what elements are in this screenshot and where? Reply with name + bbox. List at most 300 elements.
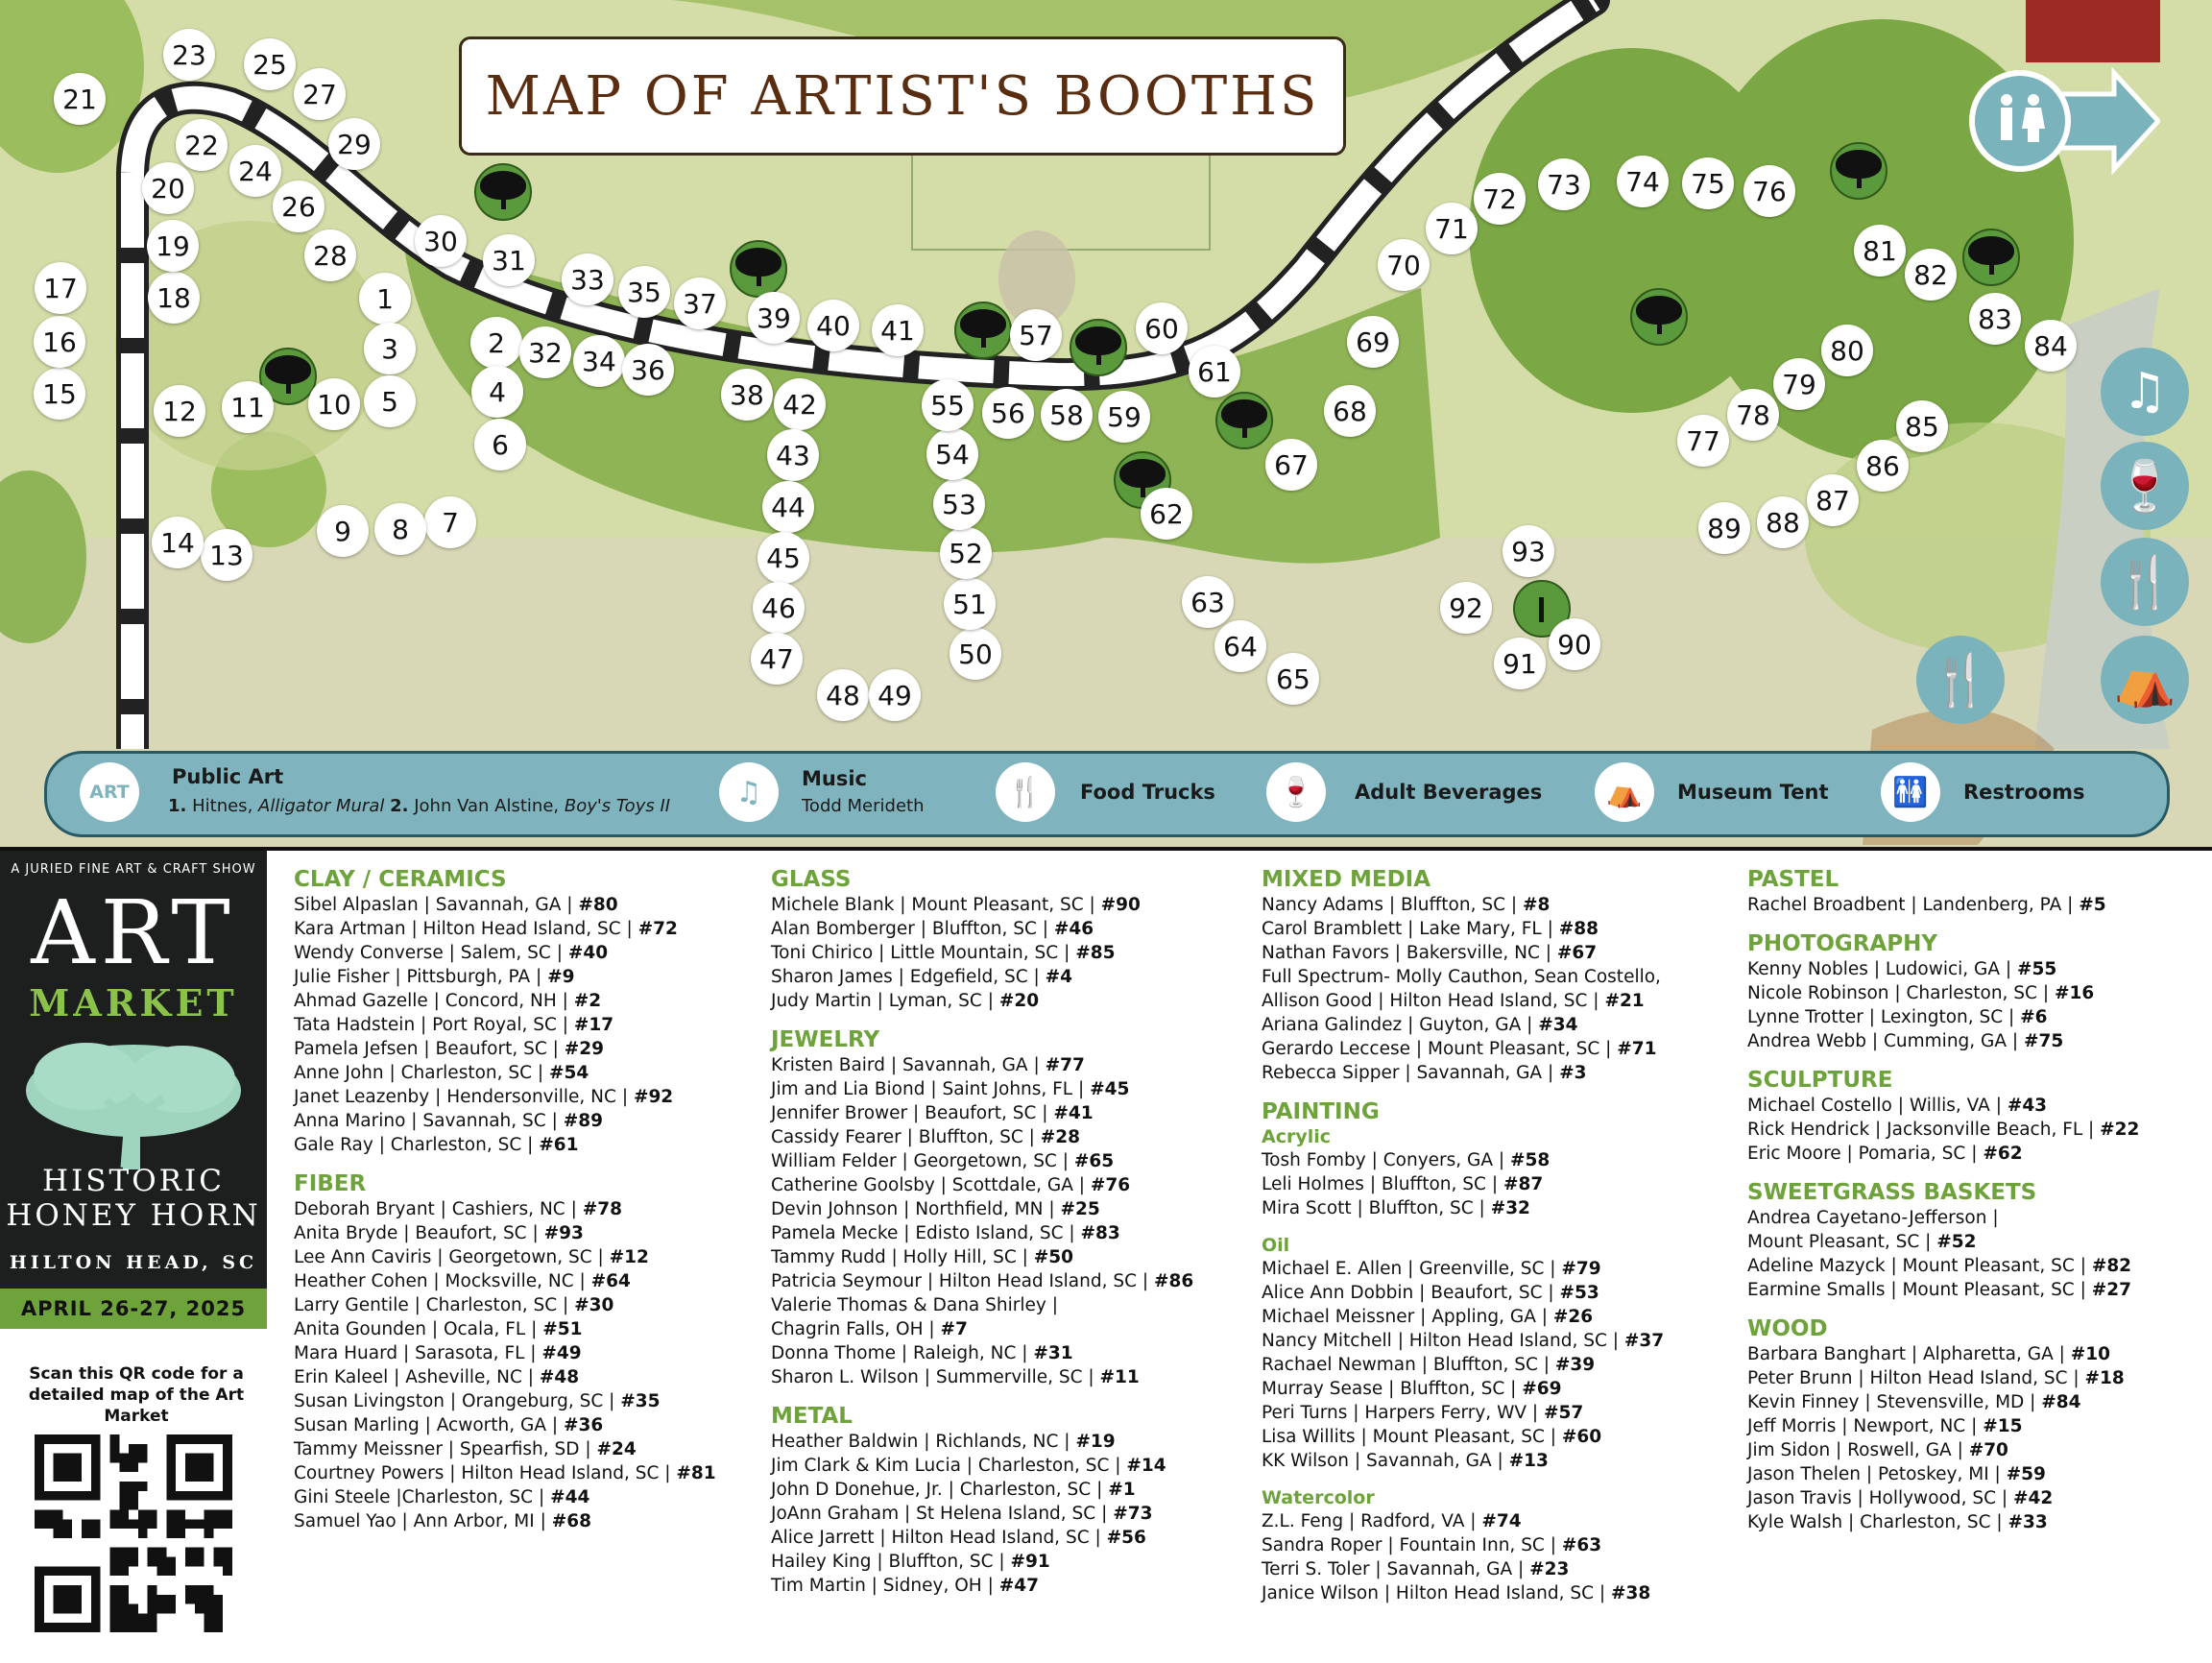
booth-number: #34 bbox=[1538, 1015, 1578, 1035]
food-icon[interactable]: 🍴 bbox=[2101, 538, 2189, 626]
artist-entry bbox=[1262, 1509, 1664, 1533]
booth-number: #29 bbox=[564, 1039, 605, 1059]
booth-marker[interactable]: 7 bbox=[424, 496, 476, 548]
booth-number: #69 bbox=[1522, 1379, 1562, 1399]
booth-number: #58 bbox=[1510, 1150, 1551, 1170]
artist-info: Judy Martin | Lyman, SC | bbox=[771, 991, 999, 1011]
artist-info: Susan Marling | Acworth, GA | bbox=[294, 1415, 564, 1435]
artist-entry bbox=[771, 1053, 1193, 1077]
artist-info: Deborah Bryant | Cashiers, NC | bbox=[294, 1199, 583, 1219]
section-gap bbox=[771, 1013, 1193, 1026]
booth-marker[interactable]: 20 bbox=[142, 162, 194, 214]
artist-info: Jim and Lia Biond | Saint Johns, FL | bbox=[771, 1079, 1091, 1099]
subcategory-heading: Watercolor bbox=[1262, 1487, 1375, 1508]
booth-marker[interactable]: 84 bbox=[2025, 320, 2077, 372]
booth-marker[interactable]: 18 bbox=[148, 272, 200, 324]
booth-marker[interactable]: 85 bbox=[1896, 400, 1948, 452]
map-title: MAP OF ARTIST'S BOOTHS bbox=[485, 64, 1320, 128]
artist-entry bbox=[771, 989, 1193, 1013]
artist-info: Michael Costello | Willis, VA | bbox=[1747, 1096, 2008, 1116]
booth-marker[interactable]: 75 bbox=[1682, 157, 1734, 209]
category-heading: CLAY / CERAMICS bbox=[294, 867, 507, 892]
artist-entry bbox=[1747, 1438, 2139, 1462]
artist-entry bbox=[294, 1485, 716, 1509]
booth-marker[interactable]: 23 bbox=[163, 29, 215, 81]
brand-historic: HISTORIC bbox=[42, 1164, 225, 1198]
artist-info: Kristen Baird | Savannah, GA | bbox=[771, 1055, 1046, 1075]
artist-info: Tosh Fomby | Conyers, GA | bbox=[1262, 1150, 1511, 1170]
artist-info: Jennifer Brower | Beaufort, SC | bbox=[771, 1103, 1054, 1123]
artist-entry bbox=[1747, 1094, 2139, 1118]
booth-marker[interactable]: 38 bbox=[721, 369, 773, 421]
section-gap bbox=[1747, 1166, 2139, 1179]
booth-number: #60 bbox=[1561, 1427, 1602, 1447]
category-heading: PHOTOGRAPHY bbox=[1747, 931, 1938, 956]
booth-marker[interactable]: 11 bbox=[222, 381, 274, 433]
booth-marker[interactable]: 53 bbox=[933, 478, 985, 530]
artist-info: Peri Turns | Harpers Ferry, WV | bbox=[1262, 1403, 1545, 1423]
booth-number: #4 bbox=[1045, 967, 1073, 987]
booth-number: #63 bbox=[1561, 1535, 1602, 1555]
booth-marker[interactable]: 39 bbox=[748, 292, 800, 344]
artist-info: Sharon L. Wilson | Summerville, SC | bbox=[771, 1367, 1100, 1387]
booth-marker[interactable]: 51 bbox=[944, 578, 996, 630]
category-heading: GLASS bbox=[771, 867, 852, 892]
booth-marker[interactable]: 36 bbox=[622, 344, 674, 396]
artist-info: Rebecca Sipper | Savannah, GA | bbox=[1262, 1063, 1560, 1083]
booth-marker[interactable]: 45 bbox=[757, 532, 809, 584]
museum-tent-icon[interactable]: ⛺ bbox=[2101, 636, 2189, 724]
booth-marker[interactable]: 83 bbox=[1969, 293, 2021, 345]
booth-marker[interactable]: 12 bbox=[154, 385, 205, 437]
booth-marker[interactable]: 10 bbox=[308, 378, 360, 430]
restroom-arrow-icon[interactable] bbox=[1968, 67, 2160, 175]
artist-info: Susan Livingston | Orangeburg, SC | bbox=[294, 1391, 621, 1411]
booth-number: #81 bbox=[676, 1463, 716, 1483]
artist-entry bbox=[294, 1245, 716, 1269]
booth-marker[interactable]: 14 bbox=[152, 517, 204, 568]
booth-marker[interactable]: 48 bbox=[817, 669, 869, 721]
booth-number: #62 bbox=[1983, 1144, 2023, 1164]
booth-number: #21 bbox=[1604, 991, 1645, 1011]
booth-marker[interactable]: 64 bbox=[1214, 620, 1266, 672]
artist-info: JoAnn Graham | St Helena Island, SC | bbox=[771, 1504, 1114, 1524]
artist-info: Rick Hendrick | Jacksonville Beach, FL | bbox=[1747, 1120, 2101, 1140]
artist-entry bbox=[1262, 1257, 1664, 1281]
booth-number: #27 bbox=[2091, 1280, 2131, 1300]
restroom-icon: 🚻 bbox=[1881, 762, 1940, 822]
artist-info: Tim Martin | Sidney, OH | bbox=[771, 1576, 999, 1596]
category-heading: SWEETGRASS BASKETS bbox=[1747, 1180, 2037, 1205]
artist-info: Heather Cohen | Mocksville, NC | bbox=[294, 1271, 591, 1291]
booth-number: #61 bbox=[539, 1135, 579, 1155]
category-heading: MIXED MEDIA bbox=[1262, 867, 1431, 892]
juried-tagline: A JURIED FINE ART & CRAFT SHOW bbox=[11, 862, 256, 877]
music-title: Music bbox=[802, 767, 867, 790]
category-heading: WOOD bbox=[1747, 1316, 1828, 1341]
artist-entry bbox=[294, 941, 716, 965]
booth-marker[interactable]: 63 bbox=[1182, 576, 1234, 628]
food-icon[interactable]: 🍴 bbox=[1916, 636, 2005, 724]
artist-info: Jason Thelen | Petoskey, MI | bbox=[1747, 1464, 2007, 1484]
booth-number: #35 bbox=[620, 1391, 661, 1411]
booth-number: #76 bbox=[1090, 1175, 1131, 1195]
artist-info: Alan Bomberger | Bluffton, SC | bbox=[771, 919, 1054, 939]
booth-number: #79 bbox=[1561, 1259, 1601, 1279]
booth-marker[interactable]: 80 bbox=[1821, 325, 1873, 376]
booth-number: #53 bbox=[1559, 1283, 1599, 1303]
artist-info: Anita Gounden | Ocala, FL | bbox=[294, 1319, 543, 1339]
artist-info: Pamela Jefsen | Beaufort, SC | bbox=[294, 1039, 565, 1059]
booth-marker[interactable]: 43 bbox=[767, 429, 819, 481]
artist-info: Toni Chirico | Little Mountain, SC | bbox=[771, 943, 1076, 963]
artist-info: Patricia Seymour | Hilton Head Island, SC | bbox=[771, 1271, 1155, 1291]
artist-entry bbox=[294, 1509, 716, 1533]
booth-marker[interactable]: 42 bbox=[774, 378, 826, 430]
booth-marker[interactable]: 69 bbox=[1347, 316, 1399, 368]
restrooms-label: Restrooms bbox=[1963, 781, 2085, 804]
booth-number: #33 bbox=[2008, 1512, 2048, 1532]
booth-marker[interactable]: 88 bbox=[1757, 496, 1809, 548]
booth-marker[interactable]: 82 bbox=[1905, 249, 1957, 301]
booth-marker[interactable]: 47 bbox=[751, 633, 803, 685]
directory-column bbox=[294, 866, 716, 1533]
artist-entry bbox=[294, 1365, 716, 1389]
booth-number: #11 bbox=[1099, 1367, 1140, 1387]
artist-entry bbox=[294, 1293, 716, 1317]
booth-number: #70 bbox=[1968, 1440, 2008, 1460]
booth-marker[interactable]: 79 bbox=[1773, 358, 1825, 410]
booth-marker[interactable]: 21 bbox=[54, 73, 106, 125]
artist-info: Leli Holmes | Bluffton, SC | bbox=[1262, 1174, 1503, 1194]
booth-marker[interactable]: 35 bbox=[618, 266, 670, 318]
artist-info: Hailey King | Bluffton, SC | bbox=[771, 1552, 1011, 1572]
artist-info: Nancy Mitchell | Hilton Head Island, SC | bbox=[1262, 1331, 1624, 1351]
artist-info: Devin Johnson | Northfield, MN | bbox=[771, 1199, 1061, 1219]
artist-entry bbox=[1747, 957, 2139, 981]
booth-number: #32 bbox=[1490, 1198, 1530, 1218]
artist-entry bbox=[1747, 1206, 2139, 1230]
booth-marker[interactable]: 22 bbox=[176, 119, 228, 171]
artist-entry bbox=[294, 1109, 716, 1133]
artist-info: Alice Jarrett | Hilton Head Island, SC | bbox=[771, 1528, 1107, 1548]
booth-marker[interactable]: 9 bbox=[317, 505, 369, 557]
booth-marker[interactable]: 3 bbox=[364, 323, 416, 374]
food-icon: 🍴 bbox=[996, 762, 1055, 822]
artist-entry bbox=[294, 1013, 716, 1037]
artist-info: Rachel Broadbent | Landenberg, PA | bbox=[1747, 895, 2080, 915]
artist-entry bbox=[294, 1437, 716, 1461]
booth-marker[interactable]: 49 bbox=[869, 669, 921, 721]
artist-entry bbox=[771, 965, 1193, 989]
booth-marker[interactable]: 74 bbox=[1617, 156, 1669, 207]
booth-number: #40 bbox=[567, 943, 609, 963]
artist-entry bbox=[771, 1365, 1193, 1389]
section-gap bbox=[1747, 917, 2139, 930]
artist-entry bbox=[1262, 989, 1664, 1013]
artist-entry bbox=[771, 1526, 1193, 1550]
tree-icon bbox=[730, 240, 787, 298]
booth-marker[interactable]: 60 bbox=[1136, 302, 1188, 354]
artist-entry bbox=[1262, 1425, 1664, 1449]
booth-number: #84 bbox=[2041, 1392, 2081, 1412]
booth-marker[interactable]: 41 bbox=[872, 304, 924, 356]
booth-number: #24 bbox=[596, 1439, 637, 1459]
artist-info: Catherine Goolsby | Scottdale, GA | bbox=[771, 1175, 1091, 1195]
artist-entry bbox=[1262, 917, 1664, 941]
booth-marker[interactable]: 29 bbox=[328, 118, 380, 170]
booth-number: #45 bbox=[1090, 1079, 1130, 1099]
artist-entry bbox=[771, 1317, 1193, 1341]
booth-number: #14 bbox=[1126, 1456, 1166, 1476]
booth-marker[interactable]: 33 bbox=[562, 253, 613, 305]
booth-marker[interactable]: 16 bbox=[34, 316, 85, 368]
booth-marker[interactable]: 81 bbox=[1854, 225, 1906, 277]
booth-marker[interactable]: 86 bbox=[1857, 440, 1909, 492]
booth-marker[interactable]: 6 bbox=[474, 419, 526, 470]
booth-marker[interactable]: 50 bbox=[950, 628, 1001, 680]
booth-number: #93 bbox=[543, 1223, 584, 1243]
directory-column bbox=[1747, 866, 2139, 1534]
booth-number: #48 bbox=[539, 1367, 580, 1387]
booth-marker[interactable]: 57 bbox=[1010, 309, 1062, 361]
artist-entry bbox=[771, 1149, 1193, 1173]
artist-info: Andrea Cayetano-Jefferson | bbox=[1747, 1208, 1999, 1228]
booth-marker[interactable]: 2 bbox=[470, 317, 522, 369]
booth-marker[interactable]: 93 bbox=[1503, 525, 1554, 577]
artist-info: Mira Scott | Bluffton, SC | bbox=[1262, 1198, 1491, 1218]
booth-number: #77 bbox=[1045, 1055, 1085, 1075]
directory-column bbox=[1262, 866, 1664, 1605]
artist-entry bbox=[1747, 1029, 2139, 1053]
artist-entry bbox=[1747, 1142, 2139, 1166]
brand-honey-horn: HONEY HORN bbox=[6, 1198, 261, 1233]
museum-tent-label: Museum Tent bbox=[1677, 781, 1829, 804]
brand-location: HILTON HEAD, SC bbox=[9, 1252, 258, 1273]
booth-marker[interactable]: 37 bbox=[674, 277, 726, 329]
artist-info: Andrea Webb | Cumming, GA | bbox=[1747, 1031, 2025, 1051]
booth-marker[interactable]: 40 bbox=[807, 300, 859, 351]
booth-marker[interactable]: 92 bbox=[1440, 582, 1492, 634]
artist-entry bbox=[294, 1221, 716, 1245]
booth-marker[interactable]: 52 bbox=[940, 527, 992, 579]
artist-info: Jim Clark & Kim Lucia | Charleston, SC | bbox=[771, 1456, 1127, 1476]
artist-entry bbox=[1747, 1510, 2139, 1534]
booth-marker[interactable]: 91 bbox=[1494, 638, 1546, 689]
booth-number: #56 bbox=[1106, 1528, 1146, 1548]
artist-info: Lynne Trotter | Lexington, SC | bbox=[1747, 1007, 2021, 1027]
music-icon[interactable]: ♫ bbox=[2101, 348, 2189, 436]
artist-entry bbox=[1747, 1414, 2139, 1438]
booth-number: #50 bbox=[1033, 1247, 1074, 1267]
booth-marker[interactable]: 4 bbox=[471, 366, 523, 418]
artist-entry bbox=[771, 1221, 1193, 1245]
booth-marker[interactable]: 89 bbox=[1698, 502, 1750, 554]
category-heading: SCULPTURE bbox=[1747, 1068, 1893, 1093]
artist-info: Murray Sease | Bluffton, SC | bbox=[1262, 1379, 1523, 1399]
artist-entry bbox=[1747, 1486, 2139, 1510]
booth-number: #16 bbox=[2054, 983, 2095, 1003]
booth-number: #74 bbox=[1481, 1511, 1522, 1531]
artist-info: Michael E. Allen | Greenville, SC | bbox=[1262, 1259, 1562, 1279]
booth-number: #82 bbox=[2091, 1256, 2132, 1276]
booth-marker[interactable]: 24 bbox=[229, 145, 281, 197]
booth-marker[interactable]: 31 bbox=[483, 234, 535, 286]
artist-entry bbox=[771, 1245, 1193, 1269]
subcategory-heading: Oil bbox=[1262, 1235, 1290, 1256]
booth-marker[interactable]: 70 bbox=[1378, 239, 1430, 291]
artist-entry bbox=[1262, 1148, 1664, 1172]
artist-entry bbox=[771, 1550, 1193, 1574]
booth-marker[interactable]: 58 bbox=[1041, 389, 1093, 441]
artist-info: Gini Steele |Charleston, SC | bbox=[294, 1487, 551, 1507]
booth-marker[interactable]: 25 bbox=[244, 38, 296, 90]
artist-entry bbox=[771, 917, 1193, 941]
artist-entry bbox=[294, 965, 716, 989]
booth-marker[interactable]: 55 bbox=[922, 379, 974, 431]
booth-marker[interactable]: 76 bbox=[1743, 165, 1795, 217]
artist-entry bbox=[771, 893, 1193, 917]
artist-entry bbox=[1262, 1557, 1664, 1581]
booth-number: #2 bbox=[573, 991, 602, 1011]
artist-entry bbox=[771, 1293, 1193, 1317]
booth-marker[interactable]: 44 bbox=[762, 481, 814, 533]
booth-number: #49 bbox=[541, 1343, 582, 1363]
artist-info: Larry Gentile | Charleston, SC | bbox=[294, 1295, 575, 1315]
booth-marker[interactable]: 30 bbox=[415, 215, 467, 267]
artist-entry bbox=[771, 1173, 1193, 1197]
artist-info: Jason Travis | Hollywood, SC | bbox=[1747, 1488, 2013, 1508]
artist-entry bbox=[771, 1574, 1193, 1598]
artist-info: Wendy Converse | Salem, SC | bbox=[294, 943, 568, 963]
booth-number: #73 bbox=[1113, 1504, 1153, 1524]
artist-info: Michael Meissner | Appling, GA | bbox=[1262, 1307, 1553, 1327]
booth-marker[interactable]: 87 bbox=[1807, 474, 1859, 526]
artist-entry bbox=[771, 1269, 1193, 1293]
booth-number: #28 bbox=[1040, 1127, 1081, 1147]
artist-info: Kenny Nobles | Ludowici, GA | bbox=[1747, 959, 2018, 979]
wine-glass-icon[interactable]: 🍷 bbox=[2101, 442, 2189, 530]
artist-entry bbox=[1262, 1196, 1664, 1220]
subcategory-heading: Acrylic bbox=[1262, 1126, 1332, 1147]
artist-info: Kyle Walsh | Charleston, SC | bbox=[1747, 1512, 2008, 1532]
qr-code-icon[interactable] bbox=[35, 1434, 232, 1632]
booth-number: #3 bbox=[1559, 1063, 1587, 1083]
booth-number: #89 bbox=[563, 1111, 603, 1131]
booth-marker[interactable]: 54 bbox=[926, 428, 978, 480]
booth-number: #41 bbox=[1053, 1103, 1094, 1123]
booth-marker[interactable]: 62 bbox=[1141, 488, 1192, 540]
artist-entry bbox=[1262, 1037, 1664, 1061]
artist-entry bbox=[1747, 1005, 2139, 1029]
artist-entry bbox=[1262, 941, 1664, 965]
artist-entry bbox=[771, 1341, 1193, 1365]
booth-marker[interactable]: 67 bbox=[1265, 439, 1317, 491]
booth-marker[interactable]: 34 bbox=[573, 335, 625, 387]
section-gap bbox=[1262, 1473, 1664, 1486]
booth-marker[interactable]: 78 bbox=[1727, 389, 1779, 441]
booth-marker[interactable]: 65 bbox=[1267, 653, 1319, 705]
booth-marker[interactable]: 19 bbox=[147, 220, 199, 272]
booth-marker[interactable]: 32 bbox=[519, 326, 571, 378]
tree-icon bbox=[474, 163, 532, 221]
booth-marker[interactable]: 71 bbox=[1426, 203, 1478, 254]
artist-entry bbox=[1262, 1449, 1664, 1473]
booth-marker[interactable]: 73 bbox=[1538, 158, 1590, 210]
booth-number: #37 bbox=[1623, 1331, 1665, 1351]
booth-number: #54 bbox=[549, 1063, 589, 1083]
artist-info: Mount Pleasant, SC | bbox=[1747, 1232, 1937, 1252]
booth-marker[interactable]: 56 bbox=[982, 387, 1034, 439]
artist-entry bbox=[1747, 1366, 2139, 1390]
artist-entry bbox=[1262, 1401, 1664, 1425]
booth-number: #10 bbox=[2070, 1344, 2110, 1364]
booth-number: #46 bbox=[1053, 919, 1094, 939]
booth-marker[interactable]: 90 bbox=[1549, 618, 1600, 670]
booth-number: #78 bbox=[582, 1199, 622, 1219]
artist-info: Sandra Roper | Fountain Inn, SC | bbox=[1262, 1535, 1562, 1555]
artist-info: Janet Leazenby | Hendersonville, NC | bbox=[294, 1087, 634, 1107]
booth-marker[interactable]: 1 bbox=[359, 273, 411, 325]
booth-marker[interactable]: 59 bbox=[1098, 391, 1150, 443]
booth-marker[interactable]: 5 bbox=[364, 375, 416, 427]
artist-info: Peter Brunn | Hilton Head Island, SC | bbox=[1747, 1368, 2085, 1388]
section-gap bbox=[771, 1389, 1193, 1403]
booth-number: #30 bbox=[574, 1295, 614, 1315]
artist-info: Barbara Banghart | Alpharetta, GA | bbox=[1747, 1344, 2071, 1364]
category-heading: FIBER bbox=[294, 1171, 367, 1196]
booth-marker[interactable]: 17 bbox=[35, 262, 86, 314]
artist-info: Full Spectrum- Molly Cauthon, Sean Costello, bbox=[1262, 967, 1661, 987]
booth-number: #23 bbox=[1529, 1559, 1570, 1579]
booth-marker[interactable]: 13 bbox=[201, 529, 252, 581]
artist-entry bbox=[294, 1133, 716, 1157]
tree-icon bbox=[954, 301, 1012, 359]
artist-info: Julie Fisher | Pittsburgh, PA | bbox=[294, 967, 548, 987]
booth-marker[interactable]: 77 bbox=[1677, 415, 1729, 467]
booth-number: #64 bbox=[590, 1271, 631, 1291]
booth-marker[interactable]: 28 bbox=[304, 229, 356, 281]
booth-number: #6 bbox=[2020, 1007, 2048, 1027]
booth-marker[interactable]: 26 bbox=[273, 181, 325, 232]
booth-number: #9 bbox=[547, 967, 575, 987]
booth-number: #67 bbox=[1556, 943, 1598, 963]
artist-entry bbox=[294, 1085, 716, 1109]
artist-entry bbox=[1747, 1462, 2139, 1486]
artist-entry bbox=[1262, 1305, 1664, 1329]
booth-marker[interactable]: 15 bbox=[34, 368, 85, 420]
booth-marker[interactable]: 68 bbox=[1324, 385, 1376, 437]
booth-marker[interactable]: 72 bbox=[1474, 173, 1526, 225]
booth-marker[interactable]: 27 bbox=[294, 68, 346, 120]
artist-info: Courtney Powers | Hilton Head Island, SC | bbox=[294, 1463, 677, 1483]
artist-entry bbox=[294, 1413, 716, 1437]
booth-marker[interactable]: 61 bbox=[1189, 346, 1240, 398]
category-heading: METAL bbox=[771, 1404, 853, 1429]
artist-info: Mara Huard | Sarasota, FL | bbox=[294, 1343, 542, 1363]
booth-marker[interactable]: 8 bbox=[374, 503, 426, 555]
artist-info: Pamela Mecke | Edisto Island, SC | bbox=[771, 1223, 1081, 1243]
artist-info: Heather Baldwin | Richlands, NC | bbox=[771, 1432, 1076, 1452]
artist-entry bbox=[1747, 893, 2139, 917]
booth-number: #18 bbox=[2084, 1368, 2125, 1388]
booth-number: #25 bbox=[1060, 1199, 1100, 1219]
artist-info: Chagrin Falls, OH | bbox=[771, 1319, 941, 1339]
booth-number: #1 bbox=[1108, 1480, 1136, 1500]
artist-info: Allison Good | Hilton Head Island, SC | bbox=[1262, 991, 1605, 1011]
booth-marker[interactable]: 46 bbox=[753, 582, 805, 634]
artist-entry bbox=[1747, 1390, 2139, 1414]
